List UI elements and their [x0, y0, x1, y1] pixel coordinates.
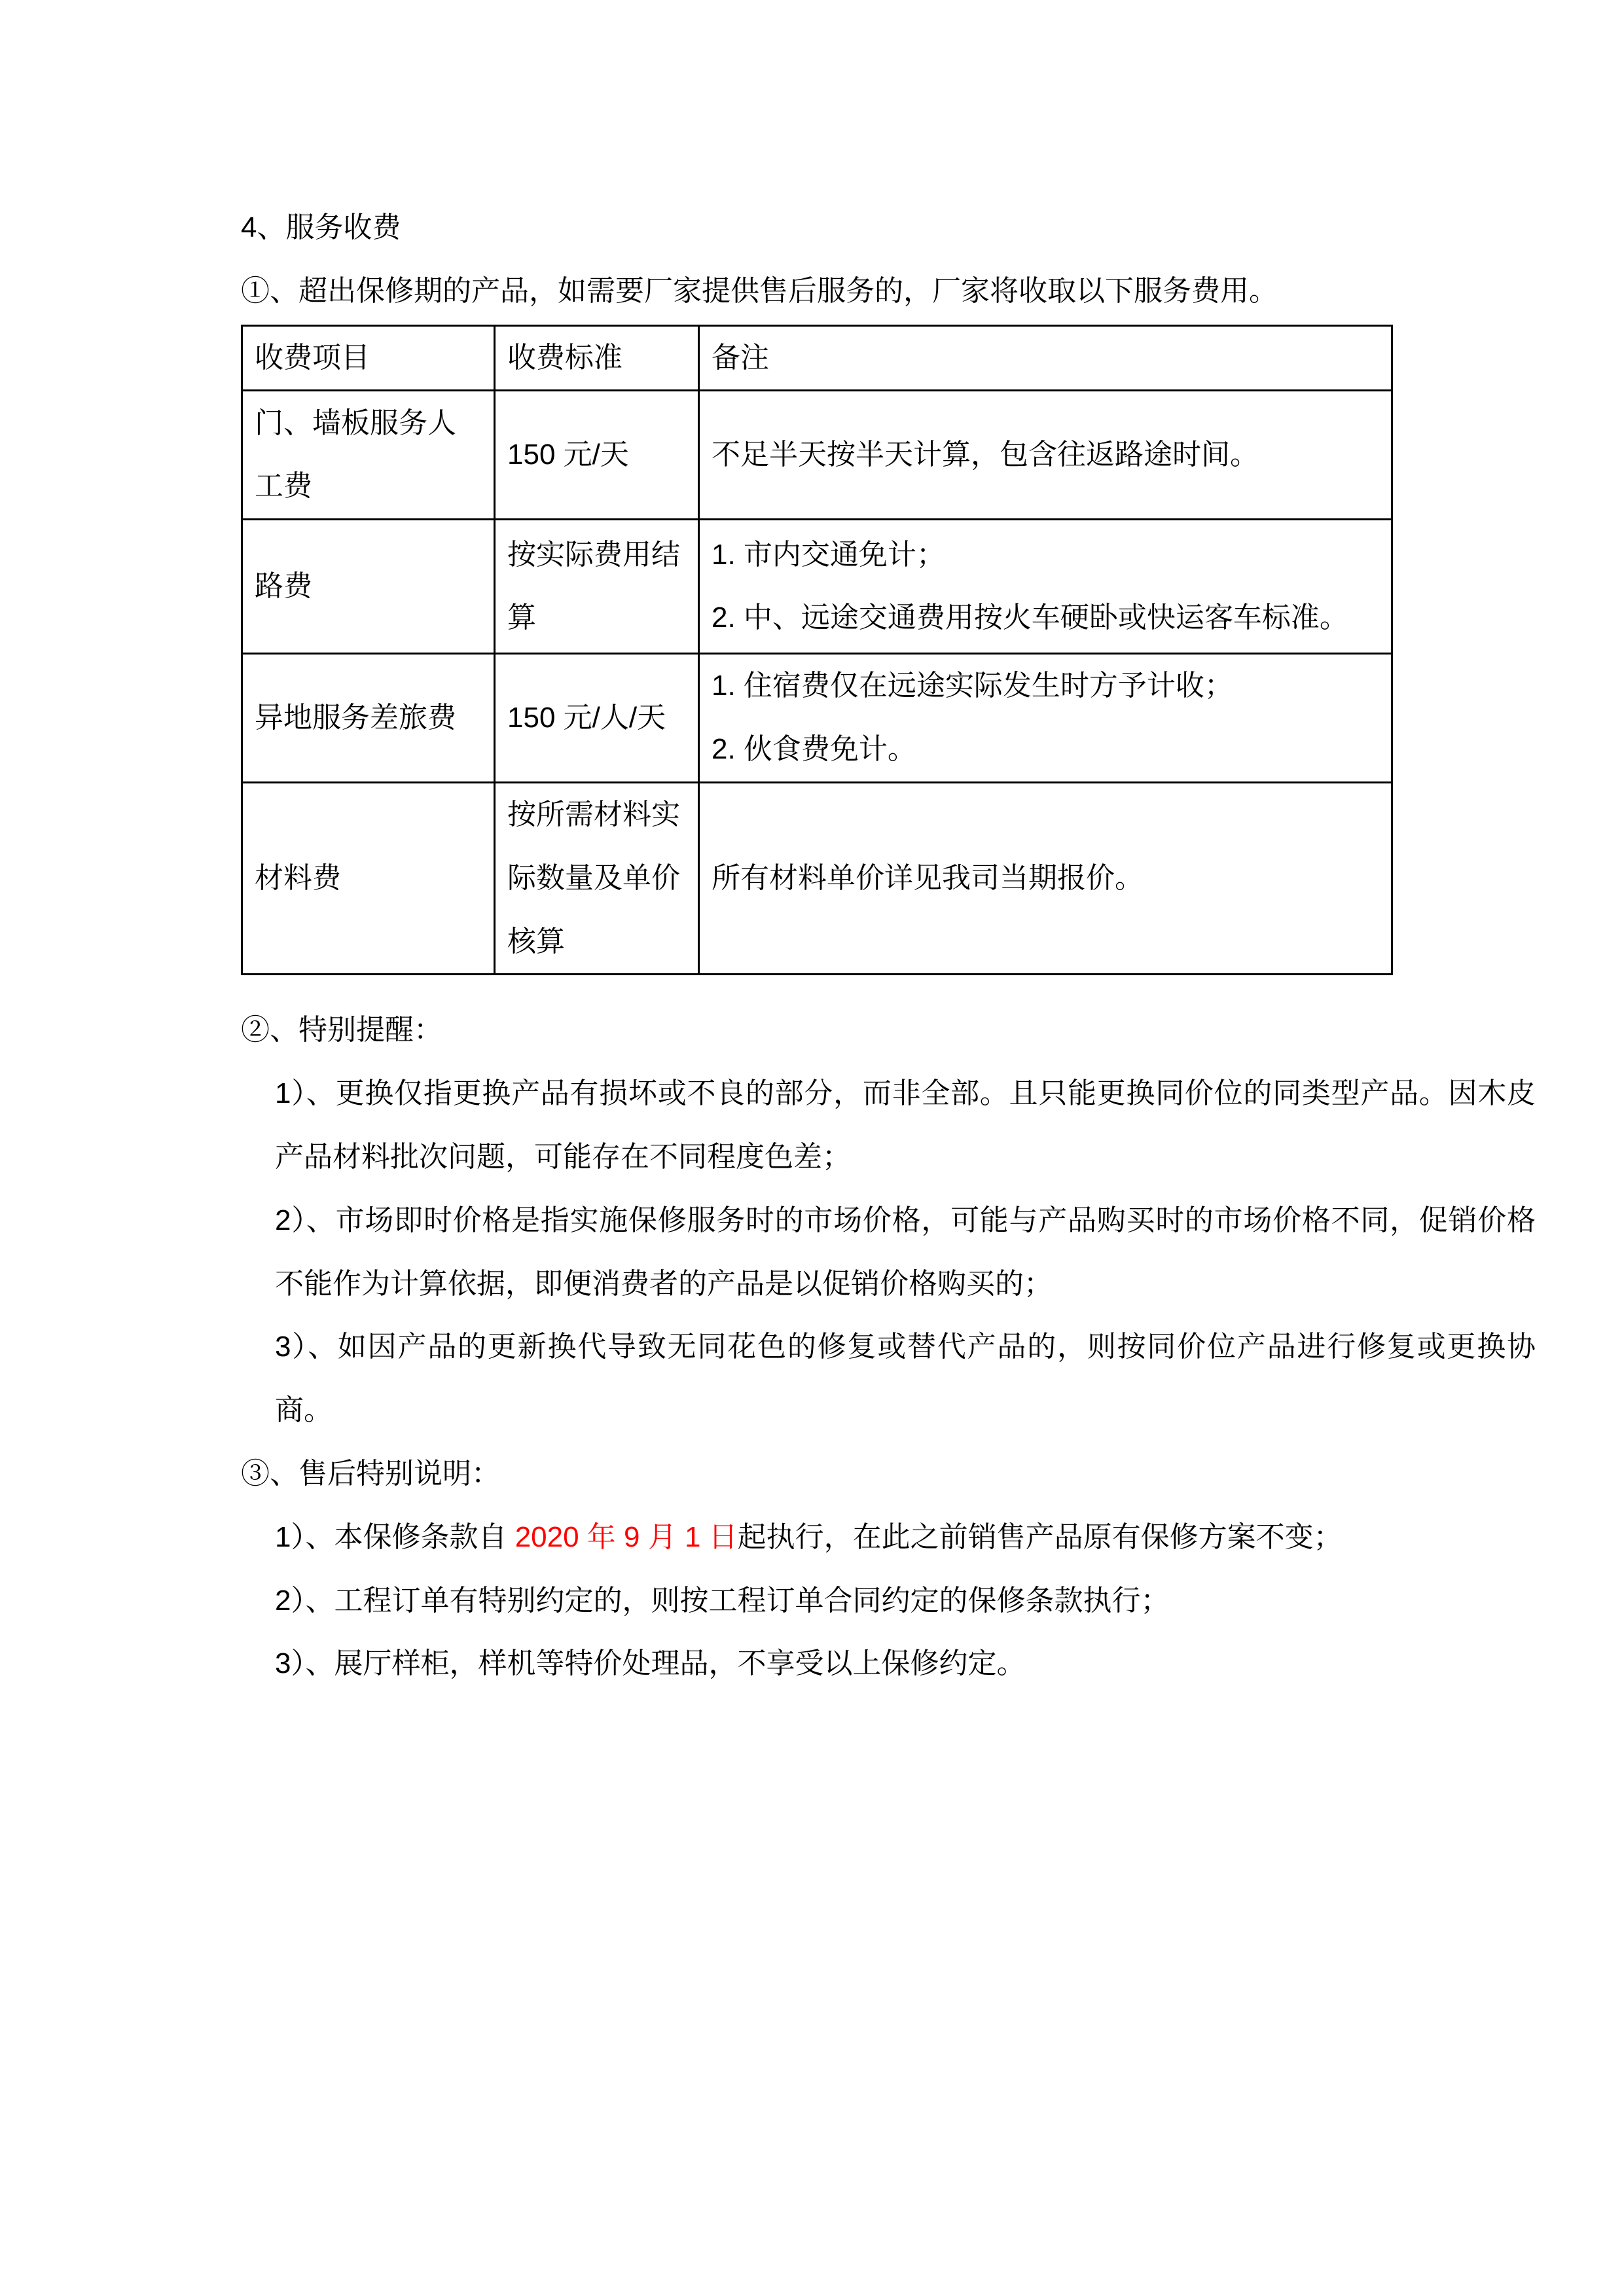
effective-date-highlight: 2020 年 9 月 1 日 [514, 1520, 738, 1553]
text-sections [241, 999, 1536, 1696]
cell-item: 门、墙板服务人工费 [242, 391, 495, 520]
note-line: 1. 住宿费仅在远途实际发生时方予计收； [712, 670, 1233, 702]
header-remarks: 备注 [699, 325, 1392, 391]
fee-table [241, 325, 1393, 976]
cell-notes [699, 520, 1392, 654]
section-3-heading: ③、售后特别说明： [241, 1457, 500, 1490]
cell-item: 异地服务差旅费 [242, 654, 495, 783]
note-line: 不足半天按半天计算，包含往返路途时间。 [712, 438, 1259, 471]
table-row-material-fee [242, 782, 1392, 974]
table-row-road-fee [242, 520, 1392, 654]
section-3-item-3: 3）、展厅样柜，样机等特价处理品，不享受以上保修约定。 [275, 1647, 1026, 1680]
page-content [241, 196, 1536, 1696]
table-row-travel-fee [242, 654, 1392, 783]
section-2-item-3: 3）、如因产品的更新换代导致无同花色的修复或替代产品的，则按同价位产品进行修复或更换协商。 [275, 1331, 1536, 1427]
cell-standard: 150 元/人/天 [495, 654, 699, 783]
intro-paragraph: ①、超出保修期的产品，如需要厂家提供售后服务的，厂家将收取以下服务费用。 [241, 274, 1278, 307]
note-line: 2. 伙食费免计。 [712, 733, 916, 766]
section-3-item-2: 2）、工程订单有特别约定的，则按工程订单合同约定的保修条款执行； [275, 1584, 1170, 1617]
section-2-heading: ②、特别提醒： [241, 1014, 442, 1047]
cell-standard: 按实际费用结算 [495, 520, 699, 654]
note-line: 1. 市内交通免计； [712, 538, 945, 571]
table-row-labor-fee [242, 391, 1392, 520]
header-fee-item: 收费项目 [242, 325, 495, 391]
cell-item: 路费 [242, 520, 495, 654]
cell-standard: 150 元/天 [495, 391, 699, 520]
section-2-item-2: 2）、市场即时价格是指实施保修服务时的市场价格，可能与产品购买时的市场价格不同，促销价格不能作为计算依据，即便消费者的产品是以促销价格购买的； [275, 1204, 1536, 1300]
note-line: 所有材料单价详见我司当期报价。 [712, 861, 1144, 894]
section-2-item-1: 1）、更换仅指更换产品有损坏或不良的部分，而非全部。且只能更换同价位的同类型产品。因木皮产品材料批次问题，可能存在不同程度色差； [275, 1077, 1536, 1173]
cell-notes [699, 391, 1392, 520]
header-fee-standard: 收费标准 [495, 325, 699, 391]
section-4-title: 4、服务收费 [241, 211, 401, 243]
cell-standard: 按所需材料实际数量及单价核算 [495, 782, 699, 974]
cell-notes [699, 654, 1392, 783]
note-line: 2. 中、远途交通费用按火车硬卧或快运客车标准。 [712, 601, 1348, 634]
item-1-suffix: 起执行，在此之前销售产品原有保修方案不变； [737, 1520, 1343, 1553]
fee-table-header-row [242, 325, 1392, 391]
section-3-item-1 [275, 1506, 1536, 1570]
cell-item: 材料费 [242, 782, 495, 974]
cell-notes [699, 782, 1392, 974]
item-1-prefix: 1）、本保修条款自 [275, 1520, 515, 1553]
